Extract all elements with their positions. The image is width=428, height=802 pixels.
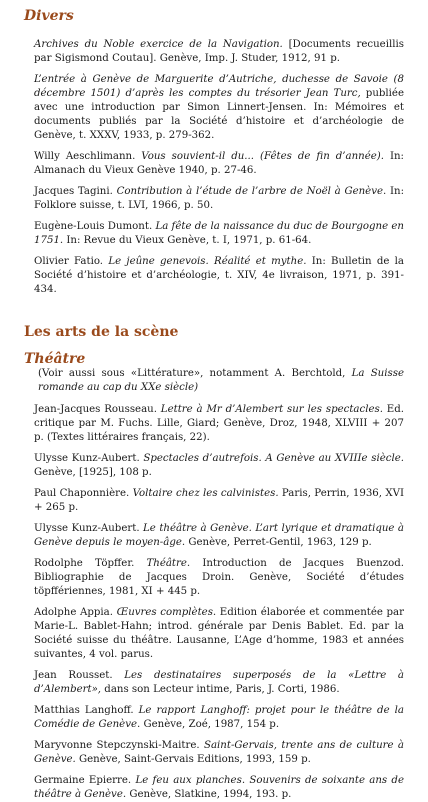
entry-gap bbox=[24, 767, 404, 774]
bibliography-entry bbox=[24, 220, 404, 248]
bibliography-entry bbox=[24, 522, 404, 550]
bibliography-entry bbox=[24, 255, 404, 297]
entry-details: Introduction de Jacques Buenzod. Bibliographie de Jacques Droin. Genève, Société d’études töpffériennes, 1981, XI + 445 p. bbox=[34, 558, 404, 597]
entry-gap bbox=[24, 178, 404, 185]
entry-title: La fête de la naissance du duc de Bourgogne en 1751. bbox=[34, 221, 404, 246]
bibliography-entry bbox=[24, 38, 404, 66]
entry-title: Spectacles d’autrefois. A Genève au XVIIIe siècle. bbox=[139, 453, 404, 464]
entry-details: In: Folklore suisse, t. LVI, 1966, p. 50. bbox=[34, 186, 404, 211]
entry-details: Paris, Perrin, 1936, XVI + 265 p. bbox=[34, 488, 404, 513]
entry-gap bbox=[24, 697, 404, 704]
entry-author: Ulysse Kunz-Aubert. bbox=[34, 453, 140, 464]
entry-author: Ulysse Kunz-Aubert. bbox=[34, 523, 140, 534]
entry-gap bbox=[24, 66, 404, 73]
entry-gap bbox=[24, 143, 404, 150]
entry-title: Le feu aux planches. Souvenirs de soixante ans de théâtre à Genève. bbox=[34, 775, 404, 800]
entry-details: Ed. critique par M. Fuchs. Lille, Giard; Genève, Droz, 1948, XLVIII + 207 p. (Textes littéraires français, 22). bbox=[34, 404, 405, 443]
bibliography-entry bbox=[24, 150, 404, 178]
entry-author: Paul Chaponnière. bbox=[34, 488, 130, 499]
bibliography-entry bbox=[24, 774, 404, 802]
entry-details: Genève, Perret-Gentil, 1963, 129 p. bbox=[185, 537, 372, 548]
divers-list bbox=[24, 38, 404, 297]
entry-author: Jacques Tagini. bbox=[34, 186, 113, 197]
bibliography-entry bbox=[24, 185, 404, 213]
entry-gap bbox=[24, 599, 404, 606]
bibliography-entry bbox=[24, 669, 404, 697]
bibliography-entry bbox=[24, 557, 404, 599]
entry-title: Œuvres complètes. bbox=[112, 607, 217, 618]
theatre-note bbox=[24, 367, 404, 395]
entry-author: Jean Rousset. bbox=[34, 670, 113, 681]
theatre-list bbox=[24, 403, 404, 802]
entry-author: Adolphe Appia. bbox=[34, 607, 113, 618]
entry-title: L’entrée à Genève de Marguerite d’Autriche, duchesse de Savoie (8 décembre 1501) d’après les comptes du trésorier Jean Turc, bbox=[34, 74, 404, 99]
bibliography-entry bbox=[24, 487, 404, 515]
entry-author: Rodolphe Töpffer. bbox=[34, 558, 135, 569]
bibliography-entry bbox=[24, 73, 404, 143]
entry-details: publiée avec une introduction par Simon Linnert-Jensen. In: Mémoires et documents publiés par la Société d’histoire et d’archéologie de Genève, t. XXXV, 1933, p. 279-362. bbox=[34, 88, 404, 141]
entry-gap bbox=[24, 213, 404, 220]
entry-details: Genève, [1925], 108 p. bbox=[34, 467, 152, 478]
section-heading-theatre: Théâtre bbox=[24, 351, 86, 367]
entry-details: Genève, Zoé, 1987, 154 p. bbox=[140, 719, 280, 730]
entry-details: In: Revue du Vieux Genève, t. I, 1971, p. 61-64. bbox=[63, 235, 312, 246]
entry-gap bbox=[24, 550, 404, 557]
bibliography-entry bbox=[24, 739, 404, 767]
bibliography-entry bbox=[24, 452, 404, 480]
entry-title: Vous souvient-il du... (Fêtes de fin d’année). bbox=[135, 151, 384, 162]
entry-details: Genève, Slatkine, 1994, 193. p. bbox=[126, 789, 292, 800]
entry-title: Le rapport Langhoff: projet pour le théâtre de la Comédie de Genève. bbox=[34, 705, 404, 730]
note-title: La Suisse romande au cap du XXe siècle) bbox=[38, 368, 404, 393]
entry-author: Jean-Jacques Rousseau. bbox=[34, 404, 157, 415]
entry-gap bbox=[24, 515, 404, 522]
entry-gap bbox=[24, 445, 404, 452]
entry-details: [Documents recueillis par Sigismond Coutau]. Genève, Imp. J. Studer, 1912, 91 p. bbox=[34, 39, 404, 64]
entry-title: Les destinataires superposés de la «Lettre à d’Alembert», bbox=[34, 670, 404, 695]
entry-author: Matthias Langhoff. bbox=[34, 705, 134, 716]
section-heading-divers: Divers bbox=[24, 8, 74, 24]
entry-title: Contribution à l’étude de l’arbre de Noël à Genève. bbox=[112, 186, 387, 197]
entry-details: dans son Lecteur intime, Paris, J. Corti, 1986. bbox=[101, 684, 340, 695]
entry-title: Le jeûne genevois. Réalité et mythe. bbox=[103, 256, 307, 267]
entry-gap bbox=[24, 480, 404, 487]
entry-author: Germaine Epierre. bbox=[34, 775, 132, 786]
entry-title: Voltaire chez les calvinistes. bbox=[129, 488, 279, 499]
entry-author: Willy Aeschlimann. bbox=[34, 151, 136, 162]
entry-gap bbox=[24, 662, 404, 669]
entry-title: Lettre à Mr d’Alembert sur les spectacles. bbox=[156, 404, 383, 415]
entry-details: Edition élaborée et commentée par Marie-L. Bablet-Hahn; introd. générale par Denis Bablet. Ed. par la Société suisse du théâtre. Lausanne, L’Age d’homme, 1983 et années suivantes, 4 vol. parus. bbox=[34, 607, 405, 660]
entry-author: Olivier Fatio. bbox=[34, 256, 104, 267]
bibliography-entry bbox=[24, 403, 404, 445]
entry-gap bbox=[24, 732, 404, 739]
entry-gap bbox=[24, 248, 404, 255]
entry-author: Eugène-Louis Dumont. bbox=[34, 221, 153, 232]
entry-title: Le théâtre à Genève. L’art lyrique et dramatique à Genève depuis le moyen-âge. bbox=[34, 523, 404, 548]
entry-title: Saint-Gervais, trente ans de culture à Genève. bbox=[34, 740, 404, 765]
entry-details: Genève, Saint-Gervais Editions, 1993, 159 p. bbox=[75, 754, 311, 765]
note-text: (Voir aussi sous «Littérature», notamment A. Berchtold, bbox=[38, 368, 346, 379]
entry-details: In: Bulletin de la Société d’histoire et d’archéologie, t. XIV, 4e livraison, 1971, p. 391-434. bbox=[34, 256, 404, 295]
entry-title: Théâtre. bbox=[134, 558, 191, 569]
bibliography-entry bbox=[24, 704, 404, 732]
entry-title: Archives du Noble exercice de la Navigation. bbox=[34, 39, 283, 50]
entry-details: In: Almanach du Vieux Genève 1940, p. 27-46. bbox=[34, 151, 404, 176]
bibliography-entry bbox=[24, 606, 404, 662]
section-heading-arts: Les arts de la scène bbox=[24, 324, 179, 340]
entry-author: Maryvonne Stepczynski-Maitre. bbox=[34, 740, 200, 751]
